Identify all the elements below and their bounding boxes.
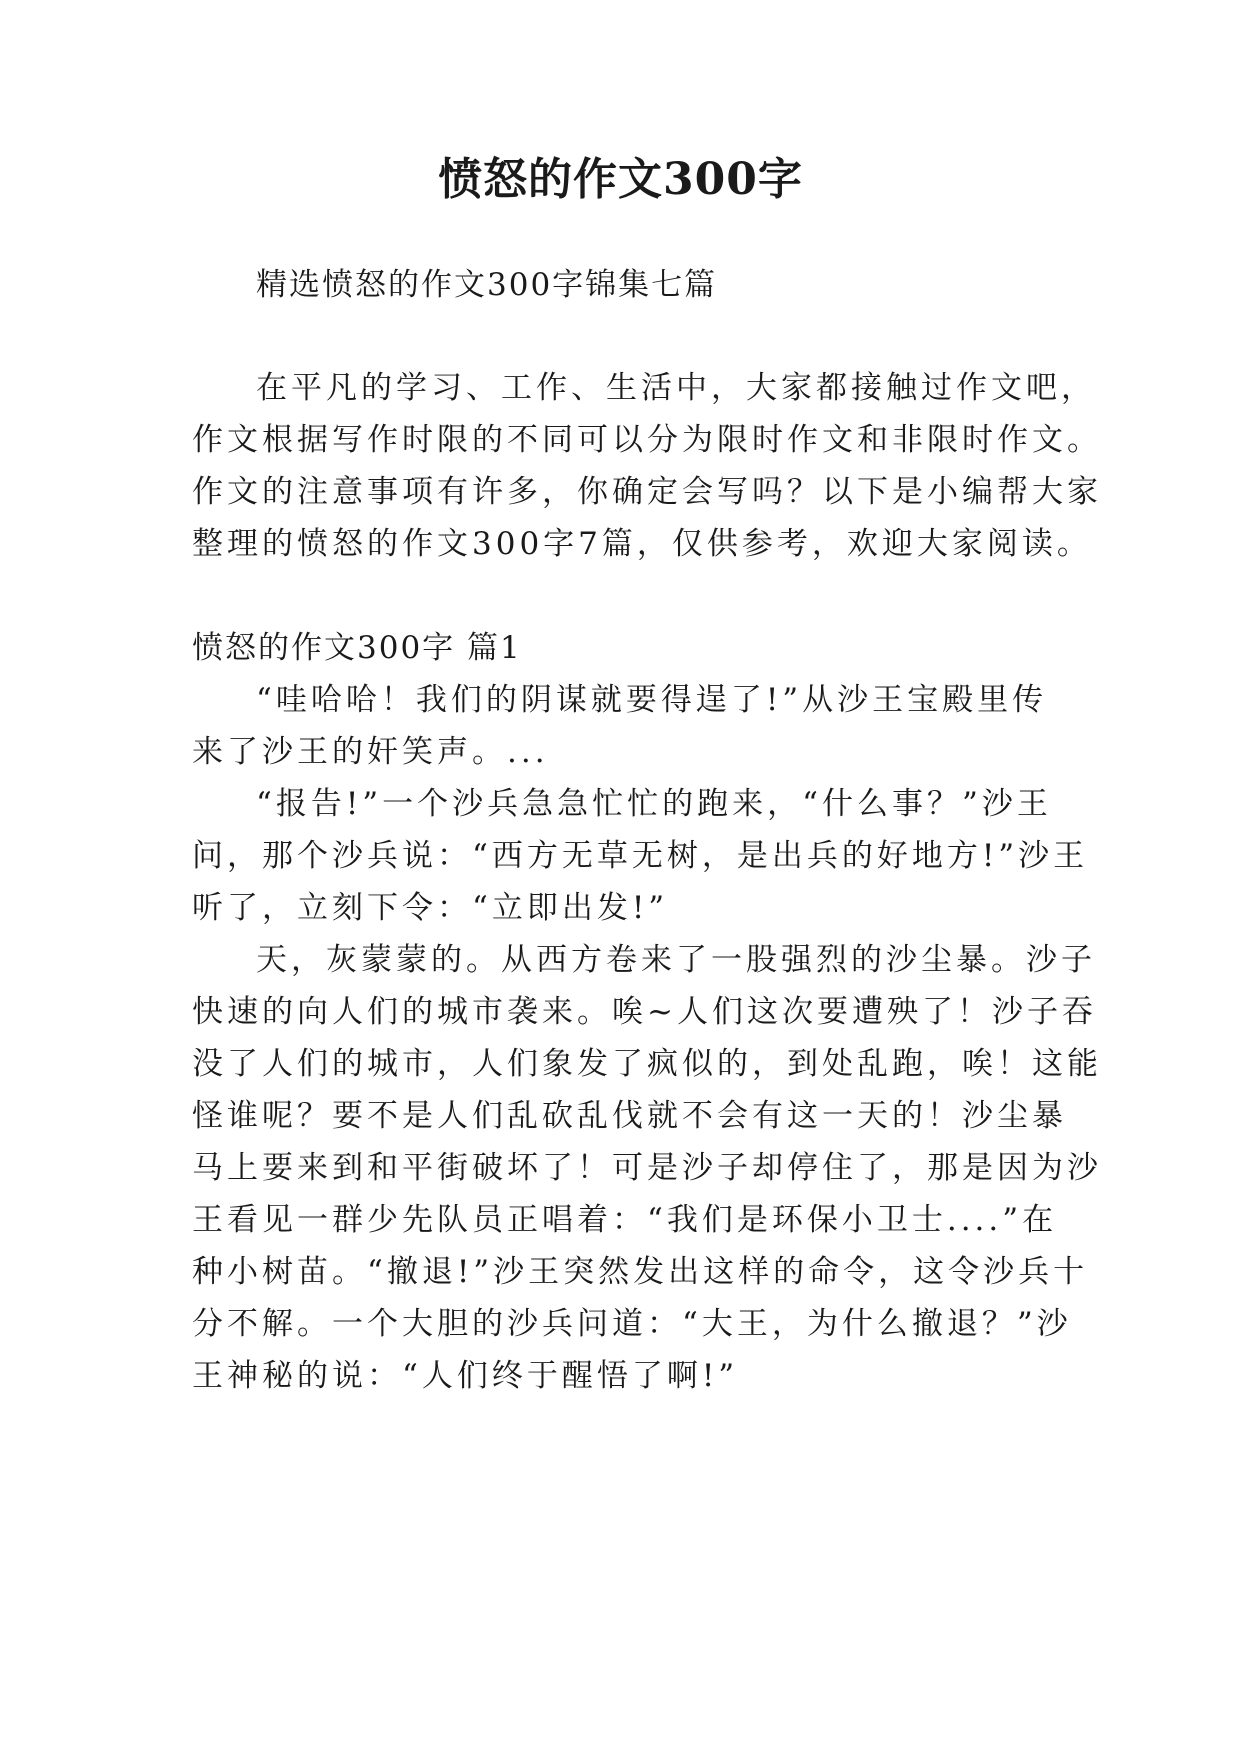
paragraph-line: 王神秘的说：“人们终于醒悟了啊!” <box>192 1358 739 1394</box>
intro-line: 作文的注意事项有许多，你确定会写吗？以下是小编帮大家 <box>192 474 1102 510</box>
paragraph-line: 没了人们的城市，人们象发了疯似的，到处乱跑，唉！这能 <box>192 1046 1102 1082</box>
intro-line: 在平凡的学习、工作、生活中，大家都接触过作文吧， <box>256 370 1096 406</box>
paragraph-line: “哇哈哈！我们的阴谋就要得逞了!”从沙王宝殿里传 <box>256 682 1048 718</box>
paragraph-line: 来了沙王的奸笑声。... <box>192 734 549 770</box>
paragraph-line: 怪谁呢？要不是人们乱砍乱伐就不会有这一天的！沙尘暴 <box>192 1098 1067 1134</box>
intro-line: 作文根据写作时限的不同可以分为限时作文和非限时作文。 <box>192 422 1102 458</box>
paragraph-line: 快速的向人们的城市袭来。唉~人们这次要遭殃了！沙子吞 <box>192 994 1097 1030</box>
section-heading: 愤怒的作文300字 篇1 <box>192 630 522 666</box>
paragraph-line: 马上要来到和平街破坏了！可是沙子却停住了，那是因为沙 <box>192 1150 1102 1186</box>
paragraph-line: 分不解。一个大胆的沙兵问道：“大王，为什么撤退？”沙 <box>192 1306 1072 1342</box>
paragraph-line: 王看见一群少先队员正唱着：“我们是环保小卫士....”在 <box>192 1202 1058 1238</box>
paragraph-line: “报告!”一个沙兵急急忙忙的跑来，“什么事？”沙王 <box>256 786 1052 822</box>
paragraph-line: 种小树苗。“撤退!”沙王突然发出这样的命令，这令沙兵十 <box>192 1254 1089 1290</box>
document-subtitle: 精选愤怒的作文300字锦集七篇 <box>256 267 718 303</box>
paragraph-line: 听了，立刻下令：“立即出发!” <box>192 890 669 926</box>
document-title: 愤怒的作文300字 <box>438 154 803 205</box>
intro-line: 整理的愤怒的作文300字7篇，仅供参考，欢迎大家阅读。 <box>192 526 1092 562</box>
paragraph-line: 天，灰蒙蒙的。从西方卷来了一股强烈的沙尘暴。沙子 <box>256 942 1096 978</box>
paragraph-line: 问，那个沙兵说：“西方无草无树，是出兵的好地方!”沙王 <box>192 838 1089 874</box>
